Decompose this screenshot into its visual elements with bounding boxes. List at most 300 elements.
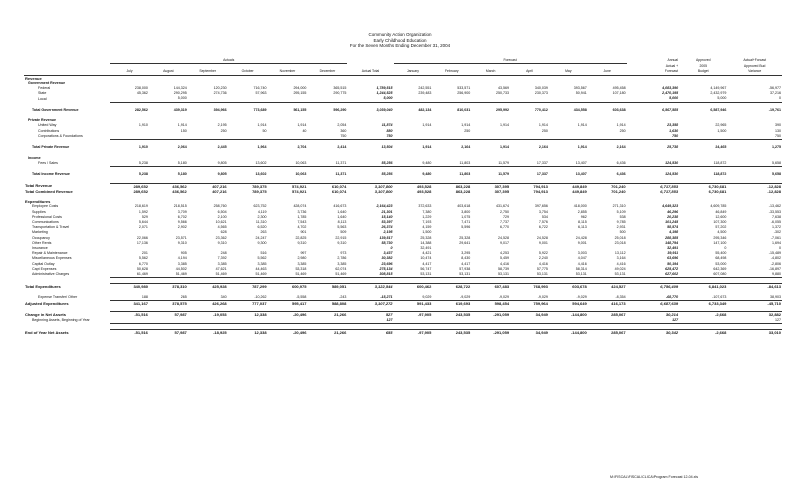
- table-cell: 2,980: [297, 256, 307, 261]
- table-cell: 17,337: [536, 172, 548, 177]
- table-cell: 63,696: [667, 256, 679, 261]
- table-cell: 2,750: [500, 209, 510, 214]
- table-cell: 901: [300, 230, 307, 235]
- table-cell: 574,921: [291, 188, 307, 194]
- forecast-table: [24, 58, 782, 335]
- table-cell: 449,849: [549, 183, 588, 189]
- table-cell: 271,310: [612, 204, 626, 209]
- table-cell: 11,579: [498, 172, 510, 177]
- row-label: Professional Costs: [32, 214, 62, 219]
- table-cell: 30,214: [627, 312, 679, 318]
- table-cell: 24,428: [575, 235, 587, 240]
- table-cell: 10,063: [295, 172, 307, 177]
- table-cell: 340: [188, 295, 228, 301]
- table-cell: 12,338: [228, 329, 268, 335]
- table-cell: 0: [724, 245, 727, 250]
- table-cell: 4,421: [422, 251, 432, 256]
- table-cell: 7,737: [500, 219, 510, 224]
- table-cell: 6,436: [616, 172, 626, 177]
- table-cell: 107,300: [713, 219, 727, 224]
- table-cell: 607,080: [679, 272, 727, 278]
- table-cell: 307,395: [471, 183, 510, 189]
- table-cell: 1,910: [138, 123, 148, 128]
- table-cell: 51,469: [228, 272, 268, 278]
- table-cell: 2,902: [177, 225, 187, 230]
- row-label: Total Private Revenue: [32, 145, 70, 150]
- table-cell: 596,290: [333, 107, 347, 112]
- table-cell: 20,238: [667, 214, 679, 219]
- row-label: Total Expenditures: [25, 284, 61, 290]
- col-november: November: [268, 69, 308, 75]
- table-cell: 56,747: [420, 266, 432, 271]
- table-cell: 14,388: [420, 240, 432, 245]
- table-cell: 124,530: [627, 161, 679, 167]
- table-cell: 44,463: [255, 266, 267, 271]
- table-cell: 1,914: [177, 123, 187, 128]
- table-cell: 0: [727, 96, 782, 102]
- table-cell: 58,730: [381, 240, 393, 245]
- table-cell: 393,567: [573, 86, 587, 90]
- table-cell: 11,579: [471, 161, 510, 167]
- table-cell: 250: [220, 128, 227, 133]
- table-cell: 787,299: [228, 284, 268, 290]
- table-cell: 282,562: [134, 107, 148, 112]
- table-cell: 263: [260, 230, 267, 235]
- table-cell: 4,500: [717, 230, 727, 235]
- actuals-group-label: Actuals: [110, 58, 347, 64]
- table-cell: 17,337: [510, 161, 549, 167]
- table-cell: 9,017: [500, 240, 510, 245]
- table-cell: 40: [302, 128, 307, 133]
- table-cell: -291,059: [471, 312, 510, 318]
- table-cell: 118,872: [679, 161, 727, 167]
- table-cell: 9,029: [394, 295, 433, 301]
- table-cell: 750: [627, 134, 679, 140]
- variance-header-2: Approved Bud: [743, 63, 766, 68]
- table-cell: 378,310: [149, 284, 188, 290]
- table-cell: 9,300: [257, 240, 267, 245]
- table-cell: 68,498: [715, 256, 727, 261]
- table-cell: 13,407: [575, 172, 587, 177]
- table-cell: 4,416: [538, 261, 548, 266]
- table-cell: 22,965: [715, 123, 727, 128]
- table-cell: 3,164: [616, 256, 626, 261]
- table-cell: 610,074: [307, 183, 347, 189]
- table-cell: 139,517: [379, 235, 393, 240]
- table-cell: 53,131: [394, 272, 433, 278]
- table-cell: -302: [773, 230, 781, 235]
- table-cell: 1,914: [500, 123, 510, 128]
- table-cell: 25,328: [459, 235, 471, 240]
- table-cell: 8,113: [337, 219, 347, 224]
- forecast-body: [24, 75, 782, 335]
- table-cell: 7,576: [538, 219, 548, 224]
- table-cell: 55,400: [715, 251, 727, 256]
- table-cell: -107,673: [679, 295, 727, 301]
- table-cell: 275,134: [379, 266, 393, 271]
- row-label: Capital Outlay: [32, 261, 55, 266]
- table-cell: 3,295: [461, 251, 471, 256]
- row-label: Fees / Sales: [38, 161, 58, 166]
- table-cell: 290,295: [173, 91, 187, 96]
- table-cell: 2,071: [138, 225, 148, 230]
- table-cell: 250: [541, 128, 548, 133]
- table-cell: 47,621: [215, 266, 227, 271]
- table-cell: 6,733,349: [708, 300, 727, 306]
- table-cell: 0: [779, 245, 781, 250]
- table-cell: 23,571: [175, 235, 187, 240]
- row-label: Insurance: [32, 245, 48, 250]
- table-cell: 533,571: [457, 86, 471, 90]
- table-cell: 50,194: [667, 261, 679, 266]
- table-cell: 789,375: [228, 183, 268, 189]
- table-cell: -51,516: [110, 329, 149, 335]
- table-cell: 0: [390, 245, 393, 250]
- row-label: Total Income Revenue: [32, 172, 70, 177]
- table-cell: -20,496: [268, 329, 308, 335]
- approved-header-3: Budget: [679, 69, 727, 75]
- annual-header-2: Actual +: [665, 63, 679, 68]
- table-cell: 218,619: [134, 204, 148, 209]
- table-cell: 147,100: [713, 240, 727, 245]
- table-cell: 529: [141, 214, 148, 219]
- file-path-footer: M:\FISCAL\FISCAL\CLICA\Program Forecast 12-04.xls: [610, 475, 699, 479]
- table-cell: 9,785: [616, 219, 626, 224]
- table-cell: 9,805: [217, 172, 227, 177]
- table-cell: 5,180: [177, 172, 187, 177]
- table-cell: 127: [727, 318, 782, 324]
- table-cell: -9,029: [549, 295, 588, 301]
- table-cell: 495,458: [612, 86, 626, 90]
- table-cell: 23,358: [667, 123, 679, 128]
- table-cell: 53,000: [715, 261, 727, 266]
- table-cell: 538: [619, 214, 626, 219]
- table-cell: 294,000: [293, 86, 307, 90]
- table-cell: 250: [464, 128, 471, 133]
- table-cell: 750: [727, 134, 782, 140]
- table-cell: -6,055: [770, 219, 781, 224]
- table-cell: 26,374: [381, 225, 393, 230]
- table-cell: 53,131: [471, 272, 510, 278]
- table-cell: 50,941: [575, 91, 587, 96]
- table-cell: 4,198: [669, 230, 679, 235]
- table-cell: 1,914: [461, 123, 471, 128]
- table-cell: 6,436: [588, 161, 627, 167]
- table-cell: 482,134: [418, 107, 432, 112]
- table-cell: 794,913: [533, 188, 548, 194]
- table-cell: 9,480: [422, 172, 432, 177]
- table-cell: -9,029: [510, 295, 549, 301]
- table-cell: 45,362: [136, 91, 148, 96]
- table-cell: 7,380: [422, 209, 432, 214]
- table-cell: 295,346: [713, 235, 727, 240]
- table-cell: 51,469: [268, 272, 308, 278]
- table-cell: 6,113: [578, 225, 587, 230]
- col-actual-total: Actual Total: [347, 69, 393, 75]
- table-cell: 425,928: [188, 284, 228, 290]
- table-cell: 789,375: [252, 188, 267, 194]
- table-cell: 1,785: [297, 214, 307, 219]
- org-name: Community Action Organization: [368, 32, 432, 37]
- section-label: Private Revenue: [28, 118, 56, 123]
- table-cell: 4,609,785: [710, 204, 727, 209]
- table-cell: 6,770: [500, 225, 510, 230]
- table-cell: 9,480: [394, 161, 433, 167]
- table-cell: 2,414: [337, 145, 347, 150]
- row-label: Other Rents: [32, 240, 52, 245]
- table-cell: 3,709: [177, 209, 187, 214]
- table-cell: 1,275: [772, 145, 781, 150]
- table-cell: 51,469: [307, 272, 347, 278]
- table-cell: 289,652: [133, 188, 148, 194]
- table-cell: 5,658: [727, 161, 782, 167]
- table-cell: 10,621: [215, 219, 227, 224]
- table-cell: 250: [619, 128, 626, 133]
- row-label: Corporations & Foundations: [38, 134, 83, 139]
- table-cell: -4,802: [770, 256, 781, 261]
- table-cell: 863,228: [432, 183, 471, 189]
- row-label: Transportation & Travel: [32, 225, 70, 230]
- table-cell: 6,504: [217, 209, 227, 214]
- table-cell: 1,630: [669, 128, 679, 133]
- section-label: Revenue: [25, 75, 42, 81]
- table-cell: 130: [775, 128, 781, 133]
- table-cell: 265: [149, 295, 188, 301]
- table-cell: 378,575: [172, 300, 187, 306]
- table-cell: 5,459: [500, 256, 510, 261]
- table-cell: 2,164,423: [376, 204, 393, 209]
- table-cell: 655: [347, 329, 393, 335]
- table-cell: 5,658: [772, 172, 781, 177]
- program-name: Early Childhood Education: [373, 37, 427, 43]
- table-cell: 591,433: [416, 300, 432, 306]
- table-cell: 3,107,800: [347, 183, 393, 189]
- table-cell: 57,963: [255, 91, 267, 96]
- table-cell: 5,562: [138, 256, 148, 261]
- forecast-group-label: Forecast: [394, 58, 627, 64]
- table-cell: 1,914: [577, 123, 587, 128]
- table-cell: 250,733: [496, 91, 510, 96]
- table-cell: 242,551: [418, 86, 432, 90]
- table-cell: 416,173: [611, 300, 626, 306]
- table-cell: -2,806: [770, 261, 781, 266]
- row-label: Miscellaneous Expenses: [32, 256, 72, 261]
- table-cell: 716,740: [253, 86, 267, 90]
- table-cell: 610,074: [331, 188, 347, 194]
- approved-header-2: 2005: [699, 63, 707, 68]
- table-cell: 218,515: [173, 204, 187, 209]
- table-cell: 1,244,525: [376, 91, 393, 96]
- table-cell: 4,119: [257, 209, 267, 214]
- table-cell: 43,569: [498, 86, 510, 90]
- section-label: Expenditures: [25, 199, 51, 205]
- row-label: Supplies: [32, 209, 46, 214]
- col-march: March: [471, 69, 510, 75]
- table-cell: 6,587,946: [710, 107, 727, 112]
- table-cell: -51,516: [110, 312, 149, 318]
- table-cell: 449,849: [572, 188, 587, 194]
- col-september: September: [188, 69, 228, 75]
- table-cell: 2,300: [257, 214, 267, 219]
- table-cell: 4,083,390: [662, 86, 679, 90]
- table-cell: 340,980: [110, 284, 149, 290]
- table-cell: 58,314: [575, 266, 587, 271]
- col-january: January: [394, 69, 433, 75]
- table-cell: 516: [260, 251, 267, 256]
- table-cell: -68,770: [627, 295, 679, 301]
- table-row-end: [24, 329, 782, 335]
- table-cell: 2,704: [297, 145, 307, 150]
- table-cell: 6,722: [538, 225, 548, 230]
- table-cell: 107,180: [612, 91, 626, 96]
- table-cell: 120,230: [213, 86, 227, 90]
- table-cell: 2,786: [337, 256, 347, 261]
- table-cell: 9,566: [177, 219, 187, 224]
- table-cell: 600,462: [394, 284, 433, 290]
- table-cell: -19,053: [188, 312, 228, 318]
- table-cell: 3,039,040: [376, 107, 393, 112]
- table-cell: 150: [180, 128, 187, 133]
- row-label: Total Combined Revenue: [25, 188, 73, 194]
- table-cell: 2,100: [217, 214, 227, 219]
- table-cell: 285,067: [588, 329, 627, 335]
- table-cell: 21,301: [381, 209, 393, 214]
- table-cell: 295,992: [496, 107, 510, 112]
- table-cell: 307,395: [494, 188, 510, 194]
- table-cell: 1,914: [616, 123, 626, 128]
- table-cell: -10,262: [228, 295, 268, 301]
- table-cell: 3,385: [337, 261, 347, 266]
- table-cell: -56,977: [768, 86, 781, 90]
- variance-header-3: Variance: [727, 69, 782, 75]
- table-cell: 589,051: [307, 284, 347, 290]
- table-cell: 4,416: [616, 261, 626, 266]
- table-cell: 6,841,023: [679, 284, 727, 290]
- row-label: Repair & Maintenance: [32, 251, 68, 256]
- table-cell: 6,567,585: [662, 107, 679, 112]
- table-cell: 25,738: [667, 145, 679, 150]
- table-cell: 561,155: [293, 107, 307, 112]
- table-cell: 773,689: [253, 107, 267, 112]
- table-cell: 10,474: [420, 256, 432, 261]
- row-label: Administrative Charges: [32, 272, 70, 277]
- table-cell: 9,880: [727, 272, 782, 278]
- table-cell: -20,496: [268, 312, 308, 318]
- table-cell: -5,558: [268, 295, 308, 301]
- table-cell: 39,911: [667, 251, 679, 256]
- table-cell: 124,530: [665, 172, 679, 177]
- row-label: Total Revenue: [25, 183, 53, 189]
- table-cell: 58,739: [498, 266, 510, 271]
- col-may: May: [549, 69, 588, 75]
- table-cell: 243,535: [432, 312, 471, 318]
- table-cell: 30,382: [381, 256, 393, 261]
- table-cell: 600,975: [268, 284, 308, 290]
- report-header: [0, 32, 800, 49]
- table-cell: 11,803: [432, 161, 471, 167]
- table-cell: 588,808: [331, 300, 347, 306]
- table-cell: 24,465: [715, 145, 727, 150]
- table-cell: 2,164: [461, 145, 471, 150]
- table-cell: 360: [340, 128, 347, 133]
- table-cell: 22,066: [136, 235, 148, 240]
- table-cell: -33,553: [768, 209, 781, 214]
- table-cell: 127: [627, 318, 679, 324]
- table-cell: 24,528: [536, 235, 548, 240]
- row-label: Beginning Assets, Beginning of Year: [32, 317, 90, 322]
- table-cell: 22,915: [335, 235, 347, 240]
- table-cell: 32,882: [727, 312, 782, 318]
- table-cell: 770,412: [534, 107, 548, 112]
- table-cell: 394,966: [213, 107, 227, 112]
- table-cell: 9,310: [177, 240, 187, 245]
- table-cell: 1,694: [772, 240, 781, 245]
- table-cell: 6,730,681: [708, 188, 727, 194]
- table-cell: 3,754: [538, 209, 548, 214]
- table-cell: -243: [307, 295, 347, 301]
- row-label: Adjusted Expenditures: [25, 300, 69, 306]
- table-cell: 243,535: [432, 329, 471, 335]
- report-period: For the Seven Months Ending December 31, 2004: [349, 43, 451, 49]
- table-cell: 148,794: [665, 240, 679, 245]
- table-cell: 5,000: [149, 96, 188, 102]
- table-cell: 5,000: [347, 96, 393, 102]
- table-cell: 7,638: [772, 214, 781, 219]
- table-cell: -45,710: [767, 300, 781, 306]
- table-cell: 428,074: [293, 204, 307, 209]
- table-cell: 13,602: [255, 172, 267, 177]
- table-cell: 308,815: [347, 272, 393, 278]
- table-cell: 4,253: [500, 251, 510, 256]
- table-cell: 4,047: [577, 256, 587, 261]
- table-cell: 295,155: [293, 91, 307, 96]
- table-cell: -15,271: [347, 295, 393, 301]
- table-cell: 51,469: [149, 272, 188, 278]
- table-cell: 6,717,853: [627, 183, 679, 189]
- table-cell: 23,362: [215, 235, 227, 240]
- table-cell: 418,000: [573, 204, 587, 209]
- table-cell: 619,693: [455, 300, 471, 306]
- table-cell: 57,202: [715, 225, 727, 230]
- table-cell: 5,562: [257, 256, 267, 261]
- table-cell: 2,931: [616, 225, 626, 230]
- table-cell: 4,417: [461, 261, 471, 266]
- table-cell: 4,149,967: [710, 86, 727, 90]
- table-cell: 118,872: [713, 172, 727, 177]
- table-cell: 6,520: [257, 225, 267, 230]
- table-cell: 973: [340, 251, 347, 256]
- table-cell: 863,228: [455, 188, 471, 194]
- table-cell: 962: [580, 214, 587, 219]
- table-cell: 6,756,409: [627, 284, 679, 290]
- table-cell: 4,649,323: [662, 204, 679, 209]
- table-cell: 493,528: [416, 188, 432, 194]
- table-cell: -19,761: [768, 107, 781, 112]
- table-cell: 777,037: [252, 300, 267, 306]
- table-cell: 768,993: [510, 284, 549, 290]
- table-cell: 439,319: [173, 107, 187, 112]
- table-cell: 5,596: [461, 225, 471, 230]
- table-cell: 3,107,272: [374, 300, 393, 306]
- col-june: June: [588, 69, 627, 75]
- table-cell: 1,914: [422, 123, 432, 128]
- table-cell: 574,921: [268, 183, 308, 189]
- table-cell: -9,029: [432, 295, 471, 301]
- row-label: Change in Net Assets: [25, 312, 66, 318]
- table-cell: -2,668: [679, 312, 727, 318]
- table-cell: 53,397: [381, 219, 393, 224]
- table-cell: 201: [141, 251, 148, 256]
